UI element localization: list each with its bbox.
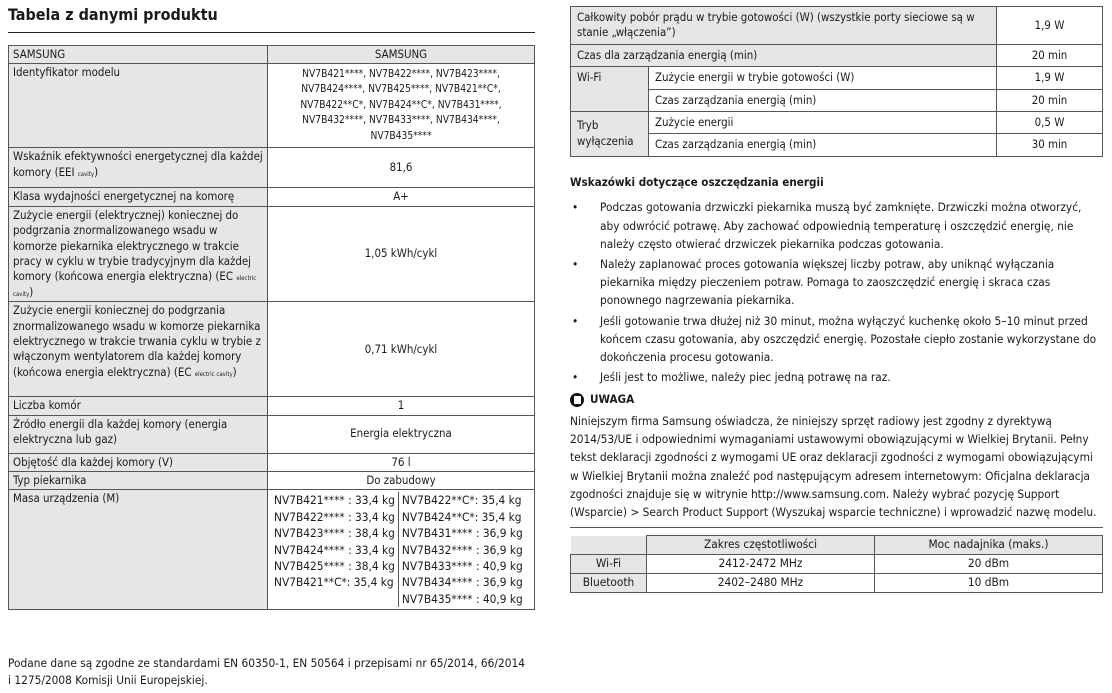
empty-header-cell xyxy=(571,536,647,555)
table-row xyxy=(9,63,535,148)
radio-power: 20 dBm xyxy=(875,555,1103,574)
mass-item: NV7B422**** : 33,4 kg xyxy=(274,509,395,524)
off-mgmt-value: 30 min xyxy=(997,134,1103,156)
mass-item: NV7B434**** : 36,9 kg xyxy=(401,575,523,590)
radio-name: Bluetooth xyxy=(571,574,647,593)
cavities-value: 1 xyxy=(268,397,535,415)
power-consumption-table xyxy=(570,6,1103,157)
energy-source-value: Energia elektryczna xyxy=(268,415,535,453)
list-item: • Podczas gotowania drzwiczki piekarnika muszą być zamknięte. Drzwiczki można otworzyć, aby odwrócić potrawę. Aby zachować odpowiednią temperaturę i oszczędzić energię, nie należy często otwierać drzwiczek piekarnika podczas gotowania. xyxy=(570,198,1103,253)
mass-item: NV7B422**C*: 35,4 kg xyxy=(401,493,522,508)
mass-item: NV7B425**** : 38,4 kg xyxy=(274,559,395,574)
power-header: Moc nadajnika (maks.) xyxy=(875,536,1103,555)
power-mgmt-label: Czas dla zarządzania energią (min) xyxy=(571,44,997,66)
note-header xyxy=(570,392,1103,408)
brand-value: SAMSUNG xyxy=(268,45,535,63)
off-mgmt-label: Czas zarządzania energią (min) xyxy=(649,134,997,156)
off-group-label: Tryb wyłączenia xyxy=(571,111,649,156)
power-mgmt-value: 20 min xyxy=(997,44,1103,66)
table-row xyxy=(571,111,1103,133)
product-data-table xyxy=(8,45,535,611)
table-row xyxy=(9,188,535,206)
table-row xyxy=(9,148,535,188)
off-consumption-label: Zużycie energii xyxy=(649,111,997,133)
mass-item: NV7B421**C*: 35,4 kg xyxy=(274,575,394,590)
mass-item: NV7B432**** : 36,9 kg xyxy=(401,542,523,557)
note-title: UWAGA xyxy=(590,392,635,407)
conventional-energy-value: 1,05 kWh/cykl xyxy=(268,206,535,301)
mass-column-1 xyxy=(271,492,398,607)
table-row xyxy=(571,134,1103,156)
eei-label: Wskaźnik efektywności energetycznej dla każdej komory (EEI cavity) xyxy=(9,148,268,188)
wifi-standby-label: Zużycie energii w trybie gotowości (W) xyxy=(649,67,997,89)
table-row xyxy=(571,89,1103,111)
volume-value: 76 l xyxy=(268,453,535,471)
mass-item: NV7B435**** : 40,9 kg xyxy=(401,591,523,606)
table-row xyxy=(571,574,1103,593)
frequency-table xyxy=(570,535,1103,593)
brand-label: SAMSUNG xyxy=(9,45,268,63)
list-item: • Jeśli jest to możliwe, należy piec jedną potrawę na raz. xyxy=(570,368,1103,386)
fan-energy-value: 0,71 kWh/cykl xyxy=(268,302,535,397)
list-item: • Należy zaplanować proces gotowania większej liczby potraw, aby uniknąć wyłączania piekarnika między pieczeniem potraw. Pomaga to zaoszczędzić energię i skraca czas ponownego nagrzewania piekarnika. xyxy=(570,255,1103,310)
volume-label: Objętość dla każdej komory (V) xyxy=(9,453,268,471)
class-label: Klasa wydajności energetycznej na komorę xyxy=(9,188,268,206)
tips-list xyxy=(570,198,1103,386)
mass-item: NV7B421**** : 33,4 kg xyxy=(274,493,395,508)
table-row xyxy=(571,7,1103,45)
frequency-header: Zakres częstotliwości xyxy=(647,536,875,555)
eei-value: 81,6 xyxy=(268,148,535,188)
table-row xyxy=(9,472,535,490)
radio-name: Wi-Fi xyxy=(571,555,647,574)
mass-label: Masa urządzenia (M) xyxy=(9,490,268,610)
energy-section xyxy=(570,6,1103,593)
mass-item: NV7B424**** : 33,4 kg xyxy=(274,542,395,557)
wifi-group-label: Wi-Fi xyxy=(571,67,649,112)
model-value: NV7B421****, NV7B422****, NV7B423****, NV7B424****, NV7B425****, NV7B421**C*, NV7B422**C*, NV7B424**C*, NV7B431****, NV7B432****, NV7B433****, NV7B434****, NV7B435**** xyxy=(268,63,535,148)
mass-value xyxy=(268,490,535,610)
fan-energy-label: Zużycie energii koniecznej do podgrzania znormalizowanego wsadu w komorze piekarnika elektrycznego w trakcie trwania cyklu w trybie z włączonym wentylatorem dla każdej komory (końcowa energia elektryczna) (EC electric cavity) xyxy=(9,302,268,397)
off-consumption-value: 0,5 W xyxy=(997,111,1103,133)
table-row xyxy=(571,555,1103,574)
mass-item: NV7B424**C*: 35,4 kg xyxy=(401,509,522,524)
note-icon xyxy=(570,393,584,407)
note-text: Niniejszym firma Samsung oświadcza, że niniejszy sprzęt radiowy jest zgodny z dyrektywą 2014/53/UE i odpowiednimi wymaganiami ustawowymi obowiązującymi w Wielkiej Brytanii. Pełny tekst deklaracji zgodności z wymogami UE oraz deklaracji zgodności z wymogami obowiązującymi w Wielkiej Brytanii można znaleźć pod następującym adresem internetowym: Oficjalna deklaracja zgodności znajduje się w witrynie http://www.samsung.com. Należy wybrać pozycję Support (Wsparcie) > Search Product Support (Wyszukaj wsparcie techniczne) i wprowadzić nazwę modelu. xyxy=(570,412,1103,528)
mass-column-2 xyxy=(398,492,526,607)
list-item: • Jeśli gotowanie trwa dłużej niż 30 minut, można wyłączyć kuchenkę około 5–10 minut przed końcem czasu gotowania, aby oszczędzić energię. Pozostałe ciepło zostanie wykorzystane do dokończenia procesu gotowania. xyxy=(570,312,1103,367)
table-row xyxy=(9,415,535,453)
radio-power: 10 dBm xyxy=(875,574,1103,593)
model-label: Identyfikator modelu xyxy=(9,63,268,148)
class-value: A+ xyxy=(268,188,535,206)
conventional-energy-label: Zużycie energii (elektrycznej) koniecznej do podgrzania znormalizowanego wsadu w komorze piekarnika elektrycznego w trakcie pracy w cyklu w trybie tradycyjnym dla każdej komory (końcowa energia elektryczna) (EC electric cavity) xyxy=(9,206,268,301)
table-row xyxy=(9,490,535,610)
table-row xyxy=(9,397,535,415)
standards-footnote: Podane dane są zgodne ze standardami EN 60350-1, EN 50564 i przepisami nr 65/2014, 66/2014 i 1275/2008 Komisji Unii Europejskiej. xyxy=(8,656,525,687)
energy-source-label: Źródło energii dla każdej komory (energia elektryczna lub gaz) xyxy=(9,415,268,453)
mass-item: NV7B433**** : 40,9 kg xyxy=(401,559,523,574)
table-row xyxy=(9,45,535,63)
table-row xyxy=(9,206,535,301)
radio-frequency: 2412-2472 MHz xyxy=(647,555,875,574)
wifi-mgmt-value: 20 min xyxy=(997,89,1103,111)
table-row xyxy=(571,67,1103,89)
table-row xyxy=(9,453,535,471)
table-row xyxy=(571,44,1103,66)
section-title: Tabela z danymi produktu xyxy=(8,4,535,33)
radio-frequency: 2402–2480 MHz xyxy=(647,574,875,593)
oven-type-label: Typ piekarnika xyxy=(9,472,268,490)
oven-type-value: Do zabudowy xyxy=(268,472,535,490)
standby-label: Całkowity pobór prądu w trybie gotowości (W) (wszystkie porty sieciowe są w stanie „włączenia”) xyxy=(571,7,997,45)
wifi-mgmt-label: Czas zarządzania energią (min) xyxy=(649,89,997,111)
mass-item: NV7B423**** : 38,4 kg xyxy=(274,526,395,541)
mass-item: NV7B431**** : 36,9 kg xyxy=(401,526,523,541)
tips-title: Wskazówki dotyczące oszczędzania energii xyxy=(570,174,824,189)
table-row xyxy=(9,302,535,397)
table-row xyxy=(571,536,1103,555)
cavities-label: Liczba komór xyxy=(9,397,268,415)
product-data-section xyxy=(8,4,535,610)
wifi-standby-value: 1,9 W xyxy=(997,67,1103,89)
standby-value: 1,9 W xyxy=(997,7,1103,45)
